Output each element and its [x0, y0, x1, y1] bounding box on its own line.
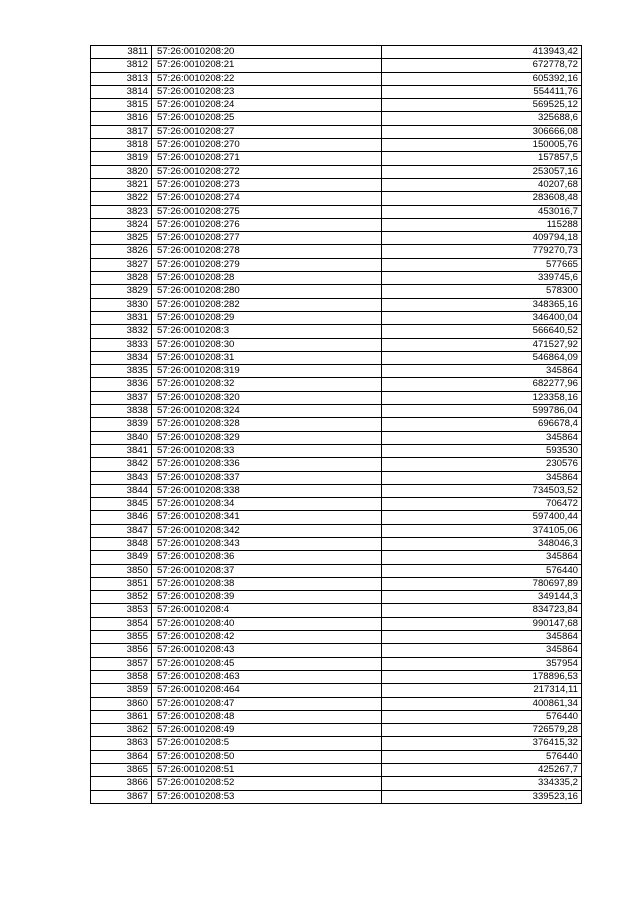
- row-number-cell: 3858: [91, 670, 152, 683]
- table-row: [91, 790, 582, 803]
- table-row: [91, 205, 582, 218]
- cadastral-value-cell: 576440: [382, 710, 582, 723]
- cadastral-value-cell: 576440: [382, 564, 582, 577]
- table-row: [91, 604, 582, 617]
- table-row: [91, 112, 582, 125]
- cadastral-value-cell: 554411,76: [382, 85, 582, 98]
- row-number-cell: 3841: [91, 444, 152, 457]
- row-number-cell: 3850: [91, 564, 152, 577]
- row-number-cell: 3827: [91, 258, 152, 271]
- cadastral-number-cell: 57:26:0010208:37: [152, 564, 382, 577]
- row-number-cell: 3833: [91, 338, 152, 351]
- cadastral-value-cell: 593530: [382, 444, 582, 457]
- row-number-cell: 3821: [91, 178, 152, 191]
- cadastral-value-cell: 672778,72: [382, 59, 582, 72]
- row-number-cell: 3830: [91, 298, 152, 311]
- cadastral-value-cell: 357954: [382, 657, 582, 670]
- row-number-cell: 3835: [91, 365, 152, 378]
- table-row: [91, 192, 582, 205]
- cadastral-number-cell: 57:26:0010208:27: [152, 125, 382, 138]
- table-row: [91, 72, 582, 85]
- cadastral-number-cell: 57:26:0010208:274: [152, 192, 382, 205]
- cadastral-value-cell: 345864: [382, 471, 582, 484]
- cadastral-value-cell: 566640,52: [382, 325, 582, 338]
- cadastral-number-cell: 57:26:0010208:271: [152, 152, 382, 165]
- table-row: [91, 498, 582, 511]
- row-number-cell: 3852: [91, 591, 152, 604]
- table-row: [91, 591, 582, 604]
- table-row: [91, 232, 582, 245]
- row-number-cell: 3817: [91, 125, 152, 138]
- cadastral-value-cell: 374105,06: [382, 524, 582, 537]
- cadastral-number-cell: 57:26:0010208:343: [152, 537, 382, 550]
- cadastral-number-cell: 57:26:0010208:319: [152, 365, 382, 378]
- row-number-cell: 3840: [91, 431, 152, 444]
- cadastral-number-cell: 57:26:0010208:48: [152, 710, 382, 723]
- row-number-cell: 3839: [91, 418, 152, 431]
- row-number-cell: 3812: [91, 59, 152, 72]
- table-row: [91, 644, 582, 657]
- cadastral-value-cell: 325688,6: [382, 112, 582, 125]
- row-number-cell: 3845: [91, 498, 152, 511]
- table-row: [91, 418, 582, 431]
- cadastral-number-cell: 57:26:0010208:337: [152, 471, 382, 484]
- table-row: [91, 152, 582, 165]
- row-number-cell: 3837: [91, 391, 152, 404]
- table-row: [91, 405, 582, 418]
- cadastral-number-cell: 57:26:0010208:40: [152, 617, 382, 630]
- row-number-cell: 3838: [91, 405, 152, 418]
- cadastral-value-cell: 682277,96: [382, 378, 582, 391]
- table-row: [91, 285, 582, 298]
- row-number-cell: 3866: [91, 777, 152, 790]
- cadastral-value-cell: 217314,11: [382, 684, 582, 697]
- row-number-cell: 3832: [91, 325, 152, 338]
- row-number-cell: 3829: [91, 285, 152, 298]
- cadastral-value-cell: 990147,68: [382, 617, 582, 630]
- cadastral-number-cell: 57:26:0010208:52: [152, 777, 382, 790]
- table-row: [91, 444, 582, 457]
- table-row: [91, 391, 582, 404]
- row-number-cell: 3849: [91, 551, 152, 564]
- row-number-cell: 3854: [91, 617, 152, 630]
- cadastral-value-cell: 115288: [382, 218, 582, 231]
- cadastral-value-cell: 706472: [382, 498, 582, 511]
- cadastral-value-cell: 346400,04: [382, 311, 582, 324]
- cadastral-value-cell: 576440: [382, 750, 582, 763]
- cadastral-number-cell: 57:26:0010208:5: [152, 737, 382, 750]
- cadastral-value-cell: 453016,7: [382, 205, 582, 218]
- row-number-cell: 3825: [91, 232, 152, 245]
- cadastral-number-cell: 57:26:0010208:32: [152, 378, 382, 391]
- cadastral-value-cell: 569525,12: [382, 99, 582, 112]
- row-number-cell: 3834: [91, 351, 152, 364]
- cadastral-value-cell: 546864,09: [382, 351, 582, 364]
- cadastral-value-cell: 283608,48: [382, 192, 582, 205]
- cadastral-number-cell: 57:26:0010208:272: [152, 165, 382, 178]
- row-number-cell: 3818: [91, 139, 152, 152]
- row-number-cell: 3857: [91, 657, 152, 670]
- cadastral-value-cell: 471527,92: [382, 338, 582, 351]
- table-row: [91, 298, 582, 311]
- cadastral-value-cell: 345864: [382, 644, 582, 657]
- cadastral-value-cell: 230576: [382, 458, 582, 471]
- row-number-cell: 3863: [91, 737, 152, 750]
- cadastral-number-cell: 57:26:0010208:320: [152, 391, 382, 404]
- table-row: [91, 218, 582, 231]
- row-number-cell: 3826: [91, 245, 152, 258]
- cadastral-number-cell: 57:26:0010208:328: [152, 418, 382, 431]
- table-row: [91, 351, 582, 364]
- row-number-cell: 3856: [91, 644, 152, 657]
- row-number-cell: 3848: [91, 537, 152, 550]
- cadastral-value-cell: 400861,34: [382, 697, 582, 710]
- cadastral-value-cell: 339523,16: [382, 790, 582, 803]
- table-row: [91, 524, 582, 537]
- cadastral-number-cell: 57:26:0010208:34: [152, 498, 382, 511]
- cadastral-value-cell: 734503,52: [382, 484, 582, 497]
- cadastral-number-cell: 57:26:0010208:28: [152, 272, 382, 285]
- cadastral-value-cell: 779270,73: [382, 245, 582, 258]
- cadastral-value-cell: 123358,16: [382, 391, 582, 404]
- cadastral-number-cell: 57:26:0010208:329: [152, 431, 382, 444]
- table-row: [91, 458, 582, 471]
- cadastral-number-cell: 57:26:0010208:336: [152, 458, 382, 471]
- cadastral-number-cell: 57:26:0010208:20: [152, 46, 382, 59]
- cadastral-number-cell: 57:26:0010208:275: [152, 205, 382, 218]
- cadastral-number-cell: 57:26:0010208:21: [152, 59, 382, 72]
- row-number-cell: 3813: [91, 72, 152, 85]
- cadastral-number-cell: 57:26:0010208:25: [152, 112, 382, 125]
- row-number-cell: 3831: [91, 311, 152, 324]
- cadastral-number-cell: 57:26:0010208:50: [152, 750, 382, 763]
- table-row: [91, 258, 582, 271]
- row-number-cell: 3844: [91, 484, 152, 497]
- table-row: [91, 378, 582, 391]
- cadastral-number-cell: 57:26:0010208:3: [152, 325, 382, 338]
- cadastral-value-cell: 345864: [382, 631, 582, 644]
- cadastral-number-cell: 57:26:0010208:38: [152, 577, 382, 590]
- cadastral-value-cell: 413943,42: [382, 46, 582, 59]
- row-number-cell: 3847: [91, 524, 152, 537]
- cadastral-value-cell: 577665: [382, 258, 582, 271]
- row-number-cell: 3842: [91, 458, 152, 471]
- row-number-cell: 3815: [91, 99, 152, 112]
- table-row: [91, 99, 582, 112]
- cadastral-number-cell: 57:26:0010208:324: [152, 405, 382, 418]
- cadastral-value-cell: 409794,18: [382, 232, 582, 245]
- cadastral-value-cell: 726579,28: [382, 724, 582, 737]
- table-row: [91, 631, 582, 644]
- cadastral-number-cell: 57:26:0010208:276: [152, 218, 382, 231]
- row-number-cell: 3851: [91, 577, 152, 590]
- cadastral-value-cell: 605392,16: [382, 72, 582, 85]
- cadastral-value-cell: 349144,3: [382, 591, 582, 604]
- row-number-cell: 3867: [91, 790, 152, 803]
- cadastral-value-cell: 334335,2: [382, 777, 582, 790]
- cadastral-number-cell: 57:26:0010208:47: [152, 697, 382, 710]
- row-number-cell: 3859: [91, 684, 152, 697]
- cadastral-value-cell: 253057,16: [382, 165, 582, 178]
- table-row: [91, 484, 582, 497]
- row-number-cell: 3846: [91, 511, 152, 524]
- table-row: [91, 577, 582, 590]
- table-row: [91, 178, 582, 191]
- table-row: [91, 46, 582, 59]
- cadastral-number-cell: 57:26:0010208:29: [152, 311, 382, 324]
- table-row: [91, 564, 582, 577]
- table-row: [91, 311, 582, 324]
- row-number-cell: 3822: [91, 192, 152, 205]
- table-row: [91, 165, 582, 178]
- cadastral-number-cell: 57:26:0010208:24: [152, 99, 382, 112]
- cadastral-value-cell: 306666,08: [382, 125, 582, 138]
- cadastral-number-cell: 57:26:0010208:273: [152, 178, 382, 191]
- row-number-cell: 3843: [91, 471, 152, 484]
- table-row: [91, 684, 582, 697]
- cadastral-number-cell: 57:26:0010208:33: [152, 444, 382, 457]
- cadastral-number-cell: 57:26:0010208:277: [152, 232, 382, 245]
- row-number-cell: 3819: [91, 152, 152, 165]
- cadastral-value-cell: 178896,53: [382, 670, 582, 683]
- row-number-cell: 3828: [91, 272, 152, 285]
- table-row: [91, 139, 582, 152]
- cadastral-value-cell: 339745,6: [382, 272, 582, 285]
- cadastral-value-cell: 376415,32: [382, 737, 582, 750]
- row-number-cell: 3836: [91, 378, 152, 391]
- row-number-cell: 3823: [91, 205, 152, 218]
- cadastral-number-cell: 57:26:0010208:23: [152, 85, 382, 98]
- table-row: [91, 471, 582, 484]
- cadastral-number-cell: 57:26:0010208:4: [152, 604, 382, 617]
- cadastral-number-cell: 57:26:0010208:270: [152, 139, 382, 152]
- cadastral-number-cell: 57:26:0010208:278: [152, 245, 382, 258]
- table-body: [91, 46, 582, 804]
- cadastral-number-cell: 57:26:0010208:341: [152, 511, 382, 524]
- cadastral-number-cell: 57:26:0010208:45: [152, 657, 382, 670]
- table-row: [91, 777, 582, 790]
- cadastral-number-cell: 57:26:0010208:49: [152, 724, 382, 737]
- table-row: [91, 59, 582, 72]
- table-row: [91, 85, 582, 98]
- row-number-cell: 3860: [91, 697, 152, 710]
- table-row: [91, 551, 582, 564]
- cadastral-number-cell: 57:26:0010208:282: [152, 298, 382, 311]
- table-row: [91, 724, 582, 737]
- cadastral-number-cell: 57:26:0010208:31: [152, 351, 382, 364]
- table-row: [91, 697, 582, 710]
- cadastral-number-cell: 57:26:0010208:36: [152, 551, 382, 564]
- cadastral-number-cell: 57:26:0010208:463: [152, 670, 382, 683]
- cadastral-number-cell: 57:26:0010208:464: [152, 684, 382, 697]
- row-number-cell: 3824: [91, 218, 152, 231]
- row-number-cell: 3864: [91, 750, 152, 763]
- table-row: [91, 750, 582, 763]
- table-row: [91, 272, 582, 285]
- row-number-cell: 3814: [91, 85, 152, 98]
- cadastral-value-cell: 696678,4: [382, 418, 582, 431]
- cadastral-value-cell: 578300: [382, 285, 582, 298]
- row-number-cell: 3820: [91, 165, 152, 178]
- row-number-cell: 3811: [91, 46, 152, 59]
- cadastral-number-cell: 57:26:0010208:338: [152, 484, 382, 497]
- cadastral-number-cell: 57:26:0010208:279: [152, 258, 382, 271]
- cadastral-value-cell: 597400,44: [382, 511, 582, 524]
- table-row: [91, 511, 582, 524]
- cadastral-number-cell: 57:26:0010208:22: [152, 72, 382, 85]
- table-row: [91, 617, 582, 630]
- cadastral-number-cell: 57:26:0010208:43: [152, 644, 382, 657]
- cadastral-value-cell: 157857,5: [382, 152, 582, 165]
- table-row: [91, 537, 582, 550]
- cadastral-value-cell: 834723,84: [382, 604, 582, 617]
- row-number-cell: 3853: [91, 604, 152, 617]
- row-number-cell: 3862: [91, 724, 152, 737]
- cadastral-value-cell: 348365,16: [382, 298, 582, 311]
- row-number-cell: 3855: [91, 631, 152, 644]
- cadastral-number-cell: 57:26:0010208:42: [152, 631, 382, 644]
- table-row: [91, 431, 582, 444]
- row-number-cell: 3865: [91, 764, 152, 777]
- table-row: [91, 657, 582, 670]
- cadastral-value-cell: 345864: [382, 551, 582, 564]
- row-number-cell: 3861: [91, 710, 152, 723]
- table-row: [91, 710, 582, 723]
- cadastral-number-cell: 57:26:0010208:51: [152, 764, 382, 777]
- cadastral-number-cell: 57:26:0010208:53: [152, 790, 382, 803]
- cadastral-value-table: [90, 45, 582, 804]
- cadastral-value-cell: 150005,76: [382, 139, 582, 152]
- cadastral-value-cell: 780697,89: [382, 577, 582, 590]
- cadastral-value-cell: 348046,3: [382, 537, 582, 550]
- cadastral-number-cell: 57:26:0010208:342: [152, 524, 382, 537]
- table-row: [91, 670, 582, 683]
- cadastral-value-cell: 425267,7: [382, 764, 582, 777]
- cadastral-value-cell: 345864: [382, 431, 582, 444]
- cadastral-number-cell: 57:26:0010208:280: [152, 285, 382, 298]
- row-number-cell: 3816: [91, 112, 152, 125]
- cadastral-number-cell: 57:26:0010208:30: [152, 338, 382, 351]
- cadastral-value-cell: 345864: [382, 365, 582, 378]
- table-row: [91, 125, 582, 138]
- table-row: [91, 325, 582, 338]
- cadastral-value-cell: 599786,04: [382, 405, 582, 418]
- table-row: [91, 338, 582, 351]
- cadastral-value-cell: 40207,68: [382, 178, 582, 191]
- table-row: [91, 764, 582, 777]
- table-row: [91, 365, 582, 378]
- table-row: [91, 245, 582, 258]
- table-row: [91, 737, 582, 750]
- cadastral-number-cell: 57:26:0010208:39: [152, 591, 382, 604]
